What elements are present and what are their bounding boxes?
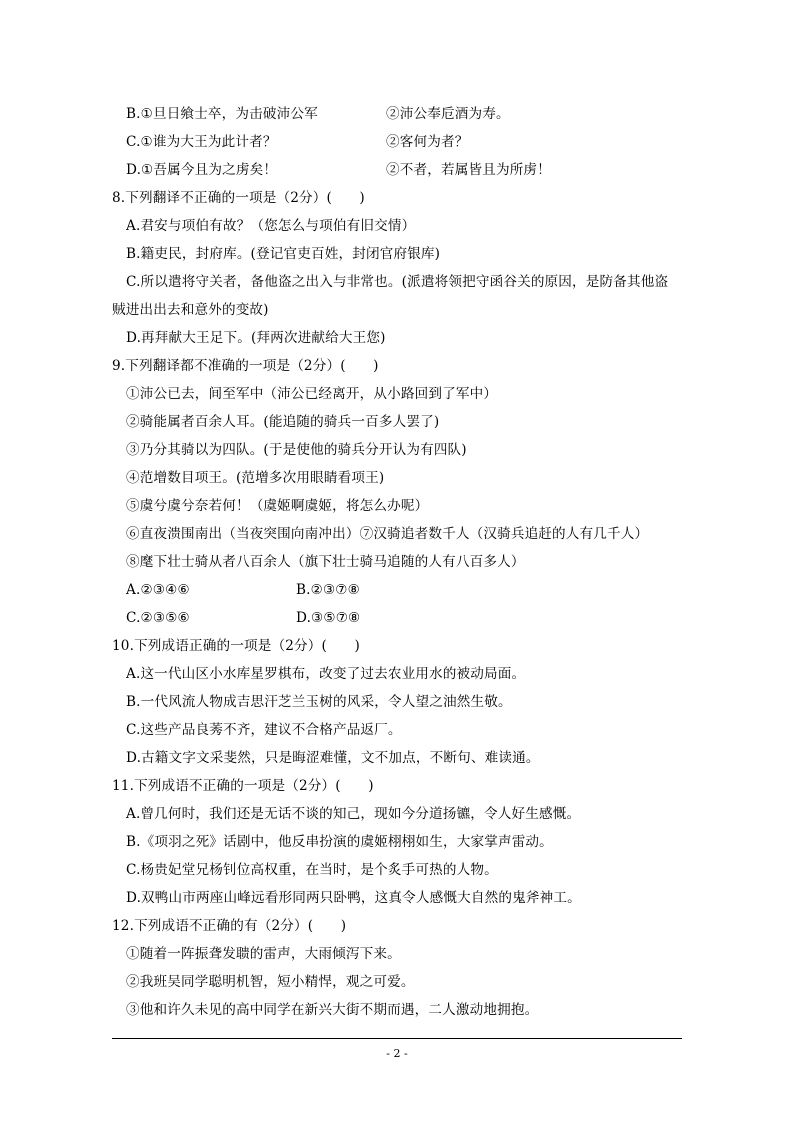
q10-option-d: D.古籍文字文采斐然，只是晦涩难懂，文不加点，不断句、难读通。 xyxy=(126,750,540,766)
q11-option-d: D.双鸭山市两座山峰远看形同两只卧鸭，这真令人感慨大自然的鬼斧神工。 xyxy=(126,890,581,906)
q9-item-5: ⑤虞兮虞兮奈若何！（虞姬啊虞姬，将怎么办呢） xyxy=(126,498,429,514)
q10-stem: 10.下列成语正确的一项是（2分）( ) xyxy=(112,638,360,654)
q7-option-c-right: ②客何为者？ xyxy=(386,134,469,150)
q8-option-b: B.籍吏民，封府库。(登记官吏百姓，封闭官府银库) xyxy=(126,246,441,262)
q9-item-6-7: ⑥直夜溃围南出（当夜突围向南冲出）⑦汉骑追者数千人（汉骑兵追赶的人有几千人） xyxy=(126,526,649,542)
q10-option-c: C.这些产品良莠不齐，建议不合格产品返厂。 xyxy=(126,722,402,738)
q10-option-a: A.这一代山区小水库星罗棋布，改变了过去农业用水的被动局面。 xyxy=(126,666,526,682)
q7-option-b-left: B.①旦日飨士卒，为击破沛公军 xyxy=(126,106,318,122)
q7-option-d-left: D.①吾属今且为之虏矣！ xyxy=(126,162,278,178)
page-number: - 2 - xyxy=(386,1047,408,1060)
q8-stem: 8.下列翻译不正确的一项是（2分）( ) xyxy=(112,190,365,206)
q9-option-c: C.②③⑤⑥ xyxy=(126,610,190,626)
q12-item-1: ①随着一阵振聋发聩的雷声，大雨倾泻下来。 xyxy=(126,946,401,962)
q7-option-b-right: ②沛公奉卮酒为寿。 xyxy=(386,106,510,122)
footer-divider xyxy=(112,1038,682,1039)
q9-item-8: ⑧麾下壮士骑从者八百余人（旗下壮士骑马追随的人有八百多人） xyxy=(126,554,525,570)
q8-option-d: D.再拜献大王足下。(拜两次进献给大王您) xyxy=(126,330,386,346)
q7-option-d-right: ②不者，若属皆且为所虏！ xyxy=(386,162,551,178)
q9-option-b: B.②③⑦⑧ xyxy=(296,582,360,598)
q12-item-3: ③他和许久未见的高中同学在新兴大街不期而遇，二人激动地拥抱。 xyxy=(126,1002,539,1018)
q9-option-a: A.②③④⑥ xyxy=(126,582,190,598)
q10-option-b: B.一代风流人物成吉思汗芝兰玉树的风采，令人望之油然生敬。 xyxy=(126,694,512,710)
q11-stem: 11.下列成语不正确的一项是（2分）( ) xyxy=(112,778,374,794)
q8-option-c-line2: 贼进出出去和意外的变故) xyxy=(112,302,269,318)
q9-stem: 9.下列翻译都不准确的一项是（2分）( ) xyxy=(112,358,379,374)
q9-option-d: D.③⑤⑦⑧ xyxy=(296,610,361,626)
q8-option-c-line1: C.所以遣将守关者，备他盗之出入与非常也。(派遣将领把守函谷关的原因，是防备其他盗 xyxy=(126,274,669,290)
q12-stem: 12.下列成语不正确的有（2分）( ) xyxy=(112,918,347,934)
q11-option-a: A.曾几何时，我们还是无话不谈的知己，现如今分道扬镳，令人好生感慨。 xyxy=(126,806,581,822)
q9-item-4: ④范增数目项王。(范增多次用眼睛看项王) xyxy=(126,470,385,486)
q11-option-b: B.《项羽之死》话剧中，他反串扮演的虞姬栩栩如生，大家掌声雷动。 xyxy=(126,834,553,850)
q9-item-2: ②骑能属者百余人耳。(能追随的骑兵一百多人罢了) xyxy=(126,414,440,430)
q12-item-2: ②我班吴同学聪明机智，短小精悍，观之可爱。 xyxy=(126,974,415,990)
q11-option-c: C.杨贵妃堂兄杨钊位高权重，在当时，是个炙手可热的人物。 xyxy=(126,862,498,878)
q7-option-c-left: C.①谁为大王为此计者？ xyxy=(126,134,277,150)
q8-option-a: A.君安与项伯有故？（您怎么与项伯有旧交情） xyxy=(126,218,416,234)
q9-item-3: ③乃分其骑以为四队。(于是使他的骑兵分开认为有四队) xyxy=(126,442,467,458)
q9-item-1: ①沛公已去，间至军中（沛公已经离开，从小路回到了军中） xyxy=(126,386,498,402)
